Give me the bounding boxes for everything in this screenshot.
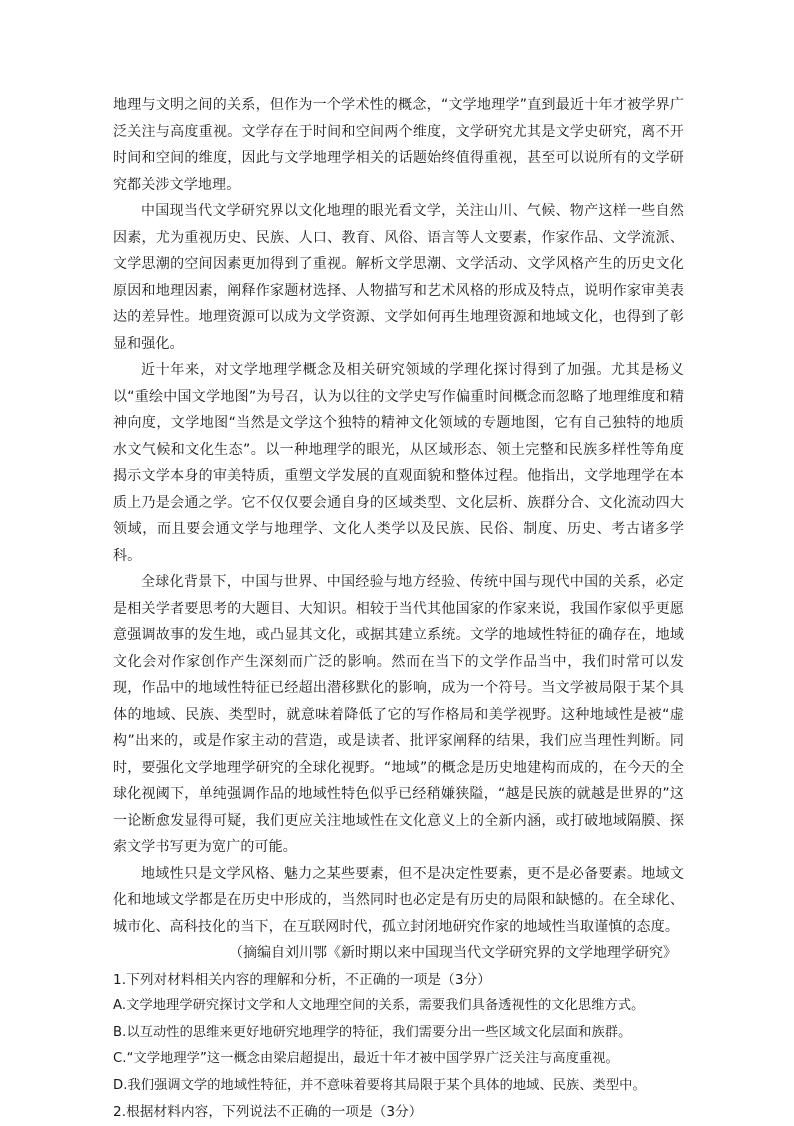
question-2-stem: 2.根据材料内容，下列说法不正确的一项是（3分）	[113, 1104, 423, 1120]
paragraph-5: 地域性只是文学风格、魅力之某些要素，但不是决定性要素，更不是必备要素。地域文化和地域文学都是在历史中形成的，当然同时也必定是有历史的局限和缺憾的。在全球化、城市化、高科技化的当下，在互联网时代，孤立封闭地研究作家的地域性当取谨慎的态度。	[113, 865, 684, 935]
question-1-stem: 1.下列对材料相关内容的理解和分析，不正确的一项是（3分）	[113, 971, 491, 988]
question-1-option-d: D.我们强调文学的地域性特征，并不意味着要将其局限于某个具体的地域、民族、类型中。	[113, 1077, 646, 1093]
question-1-option-c: C.“文学地理学”这一概念由梁启超提出，最近十年才被中国学界广泛关注与高度重视。	[113, 1051, 619, 1066]
paragraph-1: 地理与文明之间的关系，但作为一个学术性的概念，“文学地理学”直到最近十年才被学界广泛关注与高度重视。文学存在于时间和空间两个维度，文学研究尤其是文学史研究，离不开时间和空间的维度，因此与文学地理学相关的话题始终值得重视，甚至可以说所有的文学研究都关涉文学地理。	[113, 97, 684, 193]
question-1-option-b: B.以互动性的思维来更好地研究地理学的特征，我们需要分出一些区域文化层面和族群。	[113, 1024, 632, 1040]
paragraph-2: 中国现当代文学研究界以文化地理的眼光看文学，关注山川、气候、物产这样一些自然因素，尤为重视历史、民族、人口、教育、风俗、语言等人文要素，作家作品、文学流派、文学思潮的空间因素更加得到了重视。解析文学思潮、文学活动、文学风格产生的历史文化原因和地理因素，阐释作家题材选择、人物描写和艺术风格的形成及特点，说明作家审美表达的差异性。地理资源可以成为文学资源、文学如何再生地理资源和地域文化，也得到了彰显和强化。	[113, 203, 684, 352]
question-1-option-a: A.文学地理学研究探讨文学和人文地理空间的关系，需要我们具备透视性的文化思维方式。	[113, 998, 645, 1013]
paragraph-3: 近十年来，对文学地理学概念及相关研究领域的学理化探讨得到了加强。尤其是杨义以“重绘中国文学地图”为号召，认为以往的文学史写作偏重时间概念而忽略了地理维度和精神向度，文学地图“当然是文学这个独特的精神文化领域的专题地图，它有自己独特的地质水文气候和文化生态”。以一种地理学的眼光，从区域形态、领土完整和民族多样性等角度揭示文学本身的审美特质，重塑文学发展的直观面貌和整体过程。他指出，文学地理学在本质上乃是会通之学。它不仅仅要会通自身的区域类型、文化层析、族群分合、文化流动四大领域，而且要会通文学与地理学、文化人类学以及民族、民俗、制度、历史、考古诸多学科。	[113, 362, 684, 564]
paragraph-4: 全球化背景下，中国与世界、中国经验与地方经验、传统中国与现代中国的关系，必定是相关学者要思考的大题目、大知识。相较于当代其他国家的作家来说，我国作家似乎更愿意强调故事的发生地，或凸显其文化，或据其建立系统。文学的地域性特征的确存在，地域文化会对作家创作产生深刻而广泛的影响。然而在当下的文学作品当中，我们时常可以发现，作品中的地域性特征已经超出潜移默化的影响，成为一个符号。当文学被局限于某个具体的地域、民族、类型时，就意味着降低了它的写作格局和美学视野。这种地域性是被“虚构”出来的，或是作家主动的营造，或是读者、批评家阐释的结果，我们应当理性判断。同时，要强化文学地理学研究的全球化视野。“地域”的概念是历史地建构而成的，在今天的全球化视阈下，单纯强调作品的地域性特色似乎已经稍嫌狭隘，“越是民族的就越是世界的”这一论断愈发显得可疑，我们更应关注地域性在文化意义上的全新内涵，或打破地域隔膜、探索文学书写更为宽广的可能。	[113, 574, 684, 855]
source-citation: （摘编自刘川鄂《新时期以来中国现当代文学研究界的文学地理学研究》	[229, 945, 677, 961]
